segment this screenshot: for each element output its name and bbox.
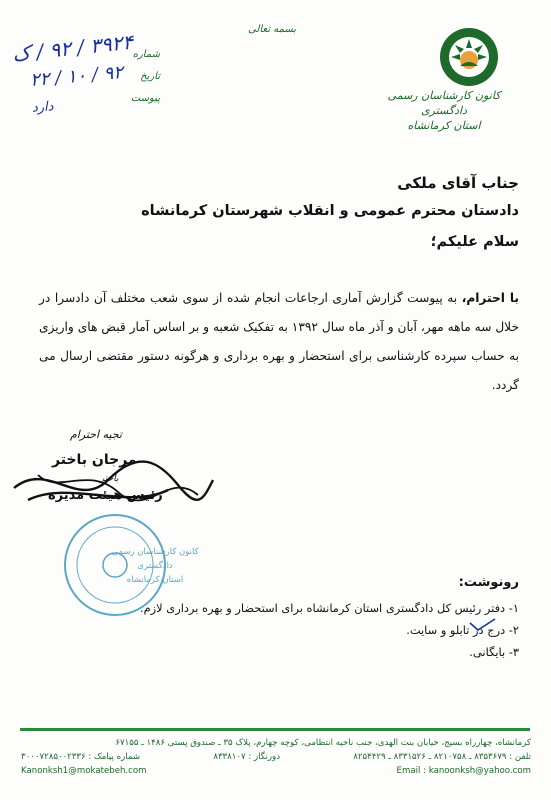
organization-logo <box>438 26 500 88</box>
cc-item: ۲- درج در تابلو و سایت. <box>406 623 519 637</box>
attachment-label: پیوست <box>130 93 160 104</box>
cc-title: رونوشت: <box>458 575 519 590</box>
cc-item: ۱- دفتر رئیس کل دادگستری استان کرمانشاه برای استحضار و بهره برداری لازم. <box>139 601 519 615</box>
handwritten-letter-date: ۹۲ / ۱۰ / ۲۲ <box>29 61 124 92</box>
footer-email-row <box>21 764 531 778</box>
signature-small-text: باختر <box>100 474 119 484</box>
body-text: به پیوست گزارش آماری ارجاعات انجام شده از سوی شعب مختلف آن دادسرا در خلال سه ماهه مهر، آبان و آذر ماه سال ۱۳۹۲ به تفکیک شعبه و بر اساس آمار قبض های واریزی به حساب سپرده کارشناسی برای استحضار و بهره برداری و هرگونه دستور مقتضی ارسال می گردد. <box>39 291 519 392</box>
cc-item: ۳- بایگانی. <box>469 645 519 659</box>
stamp-text <box>95 545 215 587</box>
stamp-line2: استان کرمانشاه <box>126 575 184 585</box>
checkmark-icon <box>440 613 500 635</box>
footer-phones: تلفن : ۸۳۵۳۶۷۹ ـ ۸۲۱۰۷۵۸ ـ ۸۳۳۱۵۲۶ ـ ۸۲۵۴۴۲۹ <box>353 752 531 762</box>
footer-divider <box>20 728 530 731</box>
footer-email-2[interactable]: kanoonksh@yahoo.com <box>428 766 531 776</box>
body-opening: با احترام، <box>461 291 519 305</box>
recipient-name: جناب آقای ملکی <box>397 174 519 192</box>
footer <box>21 736 531 778</box>
footer-fax: دورنگار : ۸۳۳۸۱۰۷ <box>213 752 281 762</box>
salutation: سلام علیکم؛ <box>430 234 519 250</box>
bismillah: بسمه تعالی <box>248 24 297 35</box>
stamp-line1: کانون کارشناسان رسمی دادگستری <box>111 547 199 571</box>
handwritten-letter-number: ۳۹۲۴ / ۹۲ / ک <box>11 29 135 67</box>
signatory-title: رئیس هیئت مدیره <box>48 488 163 503</box>
footer-email-1[interactable]: Kanonksh1@mokatebeh.com <box>21 766 147 776</box>
organization-name <box>369 88 519 133</box>
footer-address: کرمانشاه، چهارراه بسیج، خیابان بنت الهدی، جنب ناحیه انتظامی، کوچه چهارم، پلاک ۳۵ ـ صندوق پستی ۱۴۸۶ ـ ۶۷۱۵۵ <box>115 738 531 748</box>
date-label: تاریخ <box>140 71 160 82</box>
signatory-name: مرجان باختر <box>52 452 137 468</box>
footer-sms: شماره پیامک : ۳۰۰۰۷۲۸۵۰۰۲۳۳۶ <box>21 752 141 762</box>
letter-body <box>39 284 519 400</box>
handwritten-attachment: دارد <box>31 99 54 116</box>
number-label: شماره <box>132 49 160 60</box>
handwritten-signature <box>8 440 218 520</box>
organization-name-line2: استان کرمانشاه <box>407 119 481 132</box>
signature-greeting: تجیه احترام <box>70 428 122 441</box>
organization-name-line1: کانون کارشناسان رسمی دادگستری <box>387 89 501 117</box>
footer-email-label: Email : <box>396 766 427 776</box>
footer-contact-row <box>21 750 531 764</box>
recipient-title: دادستان محترم عمومی و انقلاب شهرستان کرمانشاه <box>141 203 519 219</box>
